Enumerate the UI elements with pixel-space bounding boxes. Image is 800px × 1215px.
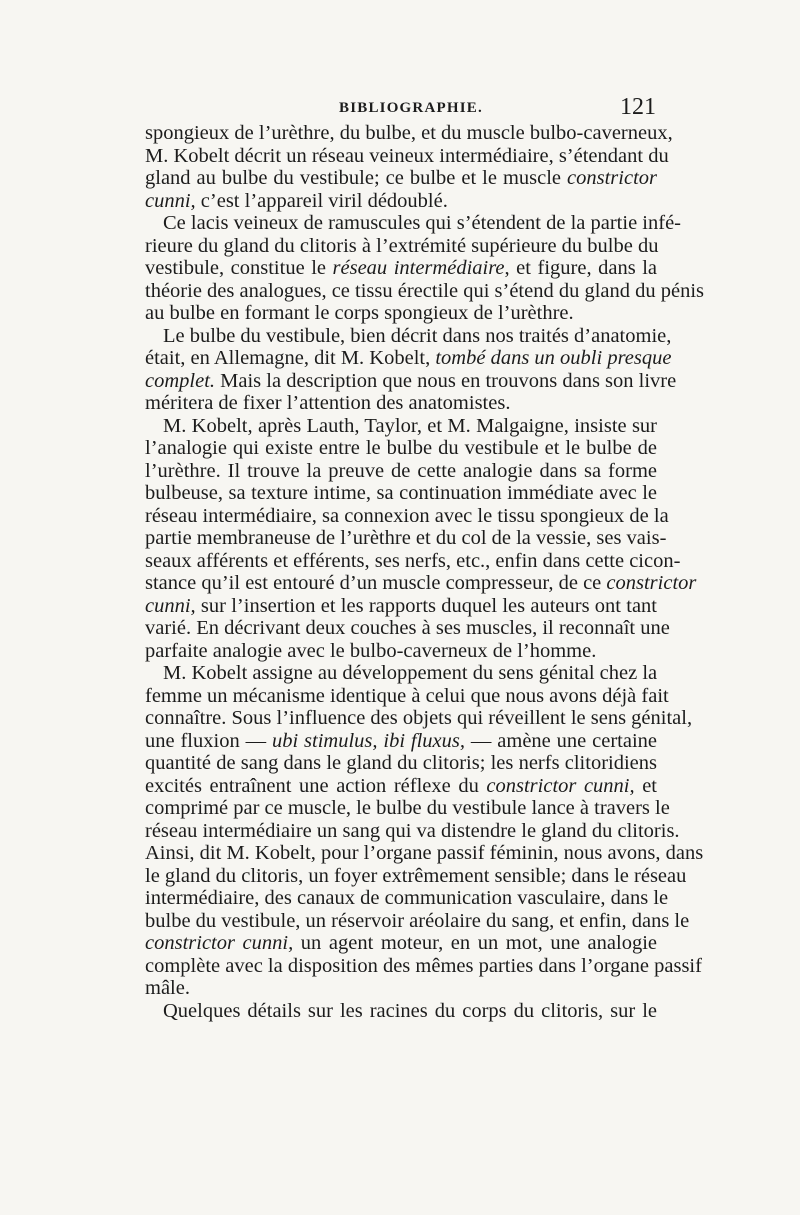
text-segment: rieure du gland du clitoris à l’extrémité supérieure du bulbe du xyxy=(145,234,659,257)
text-segment: M. Kobelt, après Lauth, Taylor, et M. Malgaigne, insiste sur xyxy=(163,414,657,437)
text-line xyxy=(145,662,657,685)
text-segment: et xyxy=(634,774,657,797)
text-segment: Mais la description que nous en trouvons dans son livre xyxy=(215,369,677,392)
text-segment: vestibule, constitue le xyxy=(145,257,333,279)
text-line xyxy=(145,460,657,483)
text-line xyxy=(145,775,657,798)
italic-segment: constrictor cunni, xyxy=(486,774,635,797)
text-line xyxy=(145,122,673,145)
italic-segment: constrictor cunni, xyxy=(145,932,294,954)
page-number: 121 xyxy=(620,94,656,120)
text-line xyxy=(145,909,690,933)
text-line xyxy=(145,1000,657,1023)
text-segment: excités entraînent une action réflexe du xyxy=(145,774,487,797)
text-line xyxy=(145,977,657,1000)
text-segment: bulbe du vestibule, un réservoir aréolaire du sang, et enfin, dans le xyxy=(145,909,690,932)
italic-segment: constrictor xyxy=(606,572,697,594)
text-line xyxy=(145,302,657,325)
text-line xyxy=(145,369,677,393)
text-segment: Ainsi, dit M. Kobelt, pour l’organe passif féminin, nous avons, dans xyxy=(145,842,704,864)
text-segment: parfaite analogie avec le bulbo-caverneux de l’homme. xyxy=(145,639,597,662)
running-head-title: BIBLIOGRAPHIE. xyxy=(339,100,483,116)
text-line xyxy=(145,549,681,573)
text-segment: théorie des analogues, ce tissu érectile qui s’étend du gland du pénis xyxy=(145,279,705,302)
text-line xyxy=(145,707,693,730)
text-segment: bulbeuse, sa texture intime, sa continuation immédiate avec le xyxy=(145,482,657,504)
text-segment: mâle. xyxy=(145,977,190,999)
text-segment: Le bulbe du vestibule, bien décrit dans nos traités d’anatomie, xyxy=(163,324,672,347)
text-line xyxy=(145,797,670,820)
italic-segment: cunni, xyxy=(145,594,196,617)
text-line xyxy=(145,730,657,753)
text-segment: femme un mécanisme identique à celui que nous avons déjà fait xyxy=(145,684,669,707)
text-line xyxy=(145,752,657,775)
text-segment: un agent moteur, en un mot, une analogie xyxy=(293,932,657,954)
text-line xyxy=(145,279,705,303)
text-line xyxy=(145,932,657,955)
text-segment: méritera de fixer l’attention des anatomistes. xyxy=(145,392,511,414)
italic-segment: tombé dans un oubli presque xyxy=(435,347,672,369)
text-line xyxy=(145,954,702,978)
text-segment: gland au bulbe du vestibule; ce bulbe et le muscle xyxy=(145,167,568,189)
text-segment: réseau intermédiaire, sa connexion avec le tissu spongieux de la xyxy=(145,504,669,527)
text-segment: — amène une certaine xyxy=(465,729,657,752)
text-segment: réseau intermédiaire un sang qui va distendre le gland du clitoris. xyxy=(145,819,680,842)
text-segment: au bulbe en formant le corps spongieux de l’urèthre. xyxy=(145,302,574,324)
text-line xyxy=(145,527,667,550)
text-line xyxy=(145,167,657,190)
text-line xyxy=(145,190,657,213)
text-line xyxy=(145,640,657,663)
text-line xyxy=(145,572,697,595)
text-line xyxy=(145,864,687,888)
text-segment: M. Kobelt décrit un réseau veineux intermédiaire, s’étendant du xyxy=(145,144,669,167)
text-line xyxy=(145,482,657,505)
text-line xyxy=(145,392,657,415)
text-line xyxy=(145,212,681,235)
text-line xyxy=(145,347,672,370)
text-segment: , et figure, dans la xyxy=(504,257,657,279)
text-segment: complète avec la disposition des mêmes parties dans l’organe passif xyxy=(145,954,702,977)
body-text xyxy=(145,122,705,1022)
text-segment: l’urèthre. Il trouve la preuve de cette analogie dans sa forme xyxy=(145,459,657,482)
text-segment: l’analogie qui existe entre le bulbe du vestibule et le bulbe de xyxy=(145,437,657,459)
text-segment: était, en Allemagne, dit M. Kobelt, xyxy=(145,347,436,369)
text-segment: partie membraneuse de l’urèthre et du col de la vessie, ses vais- xyxy=(145,527,667,549)
text-segment: comprimé par ce muscle, le bulbe du vestibule lance à travers le xyxy=(145,797,670,819)
text-line xyxy=(145,415,657,438)
text-line xyxy=(145,437,657,460)
italic-segment: cunni, xyxy=(145,189,196,212)
text-line xyxy=(145,842,704,865)
text-line xyxy=(145,324,672,348)
text-line xyxy=(145,684,669,708)
italic-segment: constrictor xyxy=(567,167,657,189)
text-segment: intermédiaire, des canaux de communication vasculaire, dans le xyxy=(145,887,669,909)
text-segment: M. Kobelt assigne au développement du sens génital chez la xyxy=(163,662,658,684)
text-segment: varié. En décrivant deux couches à ses muscles, il reconnaît une xyxy=(145,617,670,639)
text-segment: Quelques détails sur les racines du corps du clitoris, sur le xyxy=(163,999,657,1022)
text-line xyxy=(145,504,669,528)
text-line xyxy=(145,887,669,910)
text-line xyxy=(145,617,670,640)
text-segment: connaître. Sous l’influence des objets qui réveillent le sens génital, xyxy=(145,707,693,729)
text-segment: c’est l’appareil viril dédoublé. xyxy=(195,189,448,212)
text-segment: le gland du clitoris, un foyer extrêmement sensible; dans le réseau xyxy=(145,864,687,887)
text-segment: sur l’insertion et les rapports duquel les auteurs ont tant xyxy=(195,594,657,617)
text-segment: seaux afférents et efférents, ses nerfs, etc., enfin dans cette cicon- xyxy=(145,549,681,572)
text-line xyxy=(145,144,669,168)
text-line xyxy=(145,819,680,843)
text-segment: Ce lacis veineux de ramuscules qui s’étendent de la partie infé- xyxy=(163,212,681,234)
italic-segment: ubi stimulus, ibi fluxus, xyxy=(271,729,466,752)
text-segment: une fluxion — xyxy=(145,729,272,752)
text-line xyxy=(145,235,657,258)
text-segment: quantité de sang dans le gland du clitoris; les nerfs clitoridiens xyxy=(145,752,657,774)
text-segment: spongieux de l’urèthre, du bulbe, et du muscle bulbo-caverneux, xyxy=(145,122,673,144)
text-line xyxy=(145,257,657,280)
italic-segment: réseau intermédiaire xyxy=(332,257,505,279)
italic-segment: complet. xyxy=(145,369,216,392)
text-segment: stance qu’il est entouré d’un muscle compresseur, de ce xyxy=(145,572,607,594)
text-line xyxy=(145,595,657,618)
